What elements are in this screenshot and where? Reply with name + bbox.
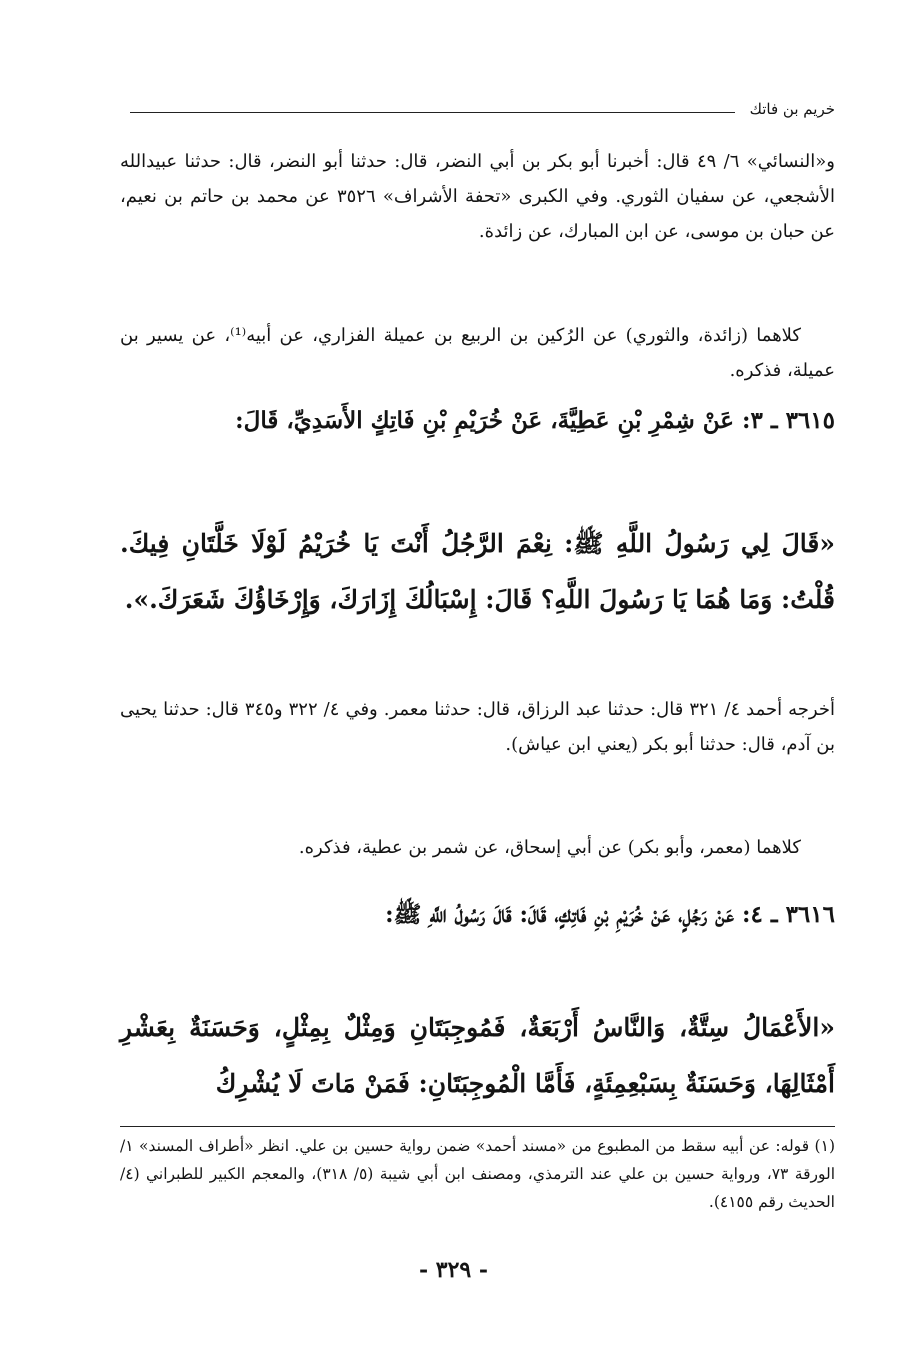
running-head [130, 98, 835, 124]
source-paragraph-shamir: كلاهما (معمر، وأبو بكر) عن أبي إسحاق، عن شمر بن عطية، فذكره. [298, 837, 801, 858]
hadith-text-3616: «الأَعْمَالُ سِتَّةٌ، وَالنَّاسُ أَرْبَعَةٌ، فَمُوجِبَتَانِ وَمِثْلٌ بِمِثْلٍ، وَحَسَنَةٌ بِعَشْرِ أَمْثَالِهَا، وَحَسَنَةٌ بِسَبْعِمِئَةٍ، فَأَمَّا الْمُوجِبَتَانِ: فَمَنْ مَاتَ لَا يُشْرِكُ [120, 1013, 835, 1098]
footnote: (١) قوله: عن أبيه سقط من المطبوع من «مسند أحمد» ضمن رواية حسين بن علي. انظر «أطراف المسند» ١/ الورقة ٧٣، ورواية حسين بن علي عند الترمذي، ومصنف ابن أبي شيبة (٥/ ٣١٨)، والمعجم الكبير للطبراني (٤/ الحديث رقم ٤١٥٥). [120, 1137, 836, 1211]
source-paragraph-chain: كلاهما (زائدة، والثوري) عن الرُكين بن الربيع بن عميلة الفزاري، عن أبيه⁽¹⁾، عن يسير بن عميلة، فذكره. [120, 325, 835, 381]
page-number: - ٣٢٩ - [418, 1257, 489, 1283]
hadith-heading-3616: ٣٦١٦ ـ ٤: عَنْ رَجُلٍ، عَنْ خُرَيْمِ بْنِ فَاتِكٍ، قَالَ: قَالَ رَسُولُ اللَّهِ ﷺ: [385, 901, 835, 928]
hadith-heading-3615: ٣٦١٥ ـ ٣: عَنْ شِمْرِ بْنِ عَطِيَّةَ، عَنْ خُرَيْمِ بْنِ فَاتِكٍ الأَسَدِيِّ، قَالَ: [235, 407, 835, 434]
takhrij-paragraph-ahmad: أخرجه أحمد ٤/ ٣٢١ قال: حدثنا عبد الرزاق، قال: حدثنا معمر. وفي ٤/ ٣٢٢ و٣٤٥ قال: حدثنا يحيى بن آدم، قال: حدثنا أبو بكر (يعني ابن عياش). [120, 699, 835, 755]
source-paragraph-nasai: و«النسائي» ٦/ ٤٩ قال: أخبرنا أبو بكر بن أبي النضر، قال: حدثنا أبو النضر، قال: حدثنا عبيدالله الأشجعي، عن سفيان الثوري. وفي الكبرى «تحفة الأشراف» ٣٥٢٦ عن محمد بن حاتم بن نعيم، عن حبان بن موسى، عن ابن المبارك، عن زائدة. [120, 151, 836, 242]
footnote-rule [120, 1126, 835, 1127]
header-rule [130, 112, 735, 113]
hadith-text-3615: «قَالَ لِي رَسُولُ اللَّهِ ﷺ: نِعْمَ الرَّجُلُ أَنْتَ يَا خُرَيْمُ لَوْلَا خَلَّتَانِ فِيكَ. قُلْتُ: وَمَا هُمَا يَا رَسُولَ اللَّهِ؟ قَالَ: إِسْبَالُكَ إِزَارَكَ، وَإِرْخَاؤُكَ شَعَرَكَ.». [120, 529, 835, 614]
running-head-title: خريم بن فاتك [744, 98, 835, 120]
